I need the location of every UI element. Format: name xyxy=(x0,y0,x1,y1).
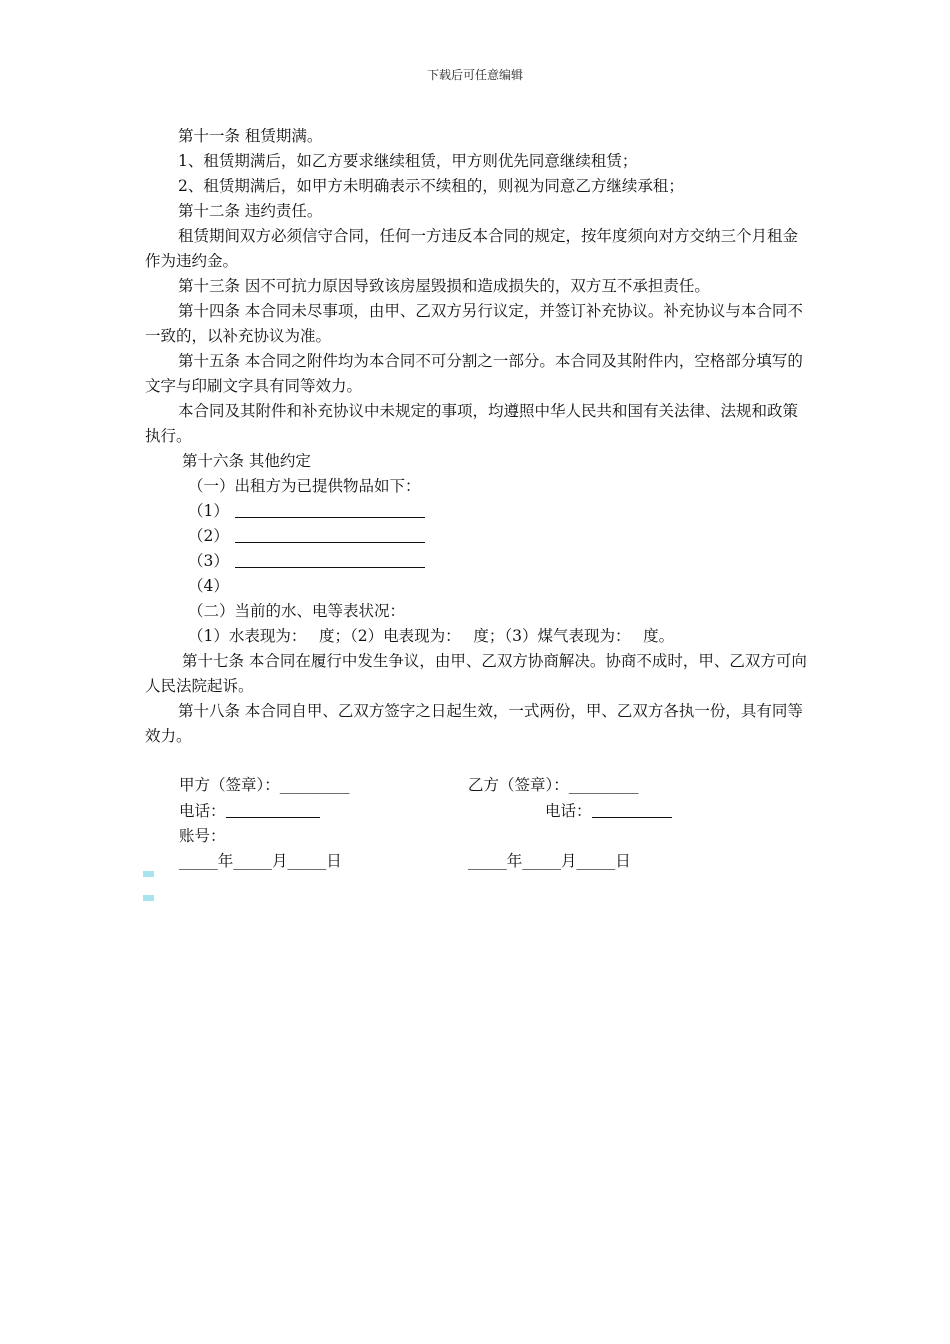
clause-15-extra: 本合同及其附件和补充协议中未规定的事项，均遵照中华人民共和国有关法律、法规和政策执行。 xyxy=(145,402,799,445)
clause-11-item-1: 1、租赁期满后，如乙方要求继续租赁，甲方则优先同意继续租赁； xyxy=(178,152,638,170)
provided-item-label: （1） xyxy=(188,502,229,520)
fill-in-blank xyxy=(235,528,425,543)
clause-16-title: 第十六条 其他约定 xyxy=(182,452,311,470)
contract-body xyxy=(145,124,810,749)
fill-in-blank xyxy=(235,503,425,518)
phone-label: 电话： xyxy=(179,802,226,820)
party-a-phone xyxy=(179,799,320,821)
clause-15: 第十五条 本合同之附件均为本合同不可分割之一部分。本合同及其附件内，空格部分填写的文字与印刷文字具有同等效力。 xyxy=(145,352,803,395)
clause-12-body: 租赁期间双方必须信守合同，任何一方违反本合同的规定，按年度须向对方交纳三个月租金作为违约金。 xyxy=(145,227,799,270)
provided-item-3 xyxy=(145,549,810,574)
provided-item-label: （4） xyxy=(188,577,229,595)
clause-13: 第十三条 因不可抗力原因导致该房屋毁损和造成损失的，双方互不承担责任。 xyxy=(178,277,710,295)
clause-16-sub-2: （二）当前的水、电等表状况： xyxy=(188,602,406,620)
party-b-date: _____年_____月_____日 xyxy=(468,852,631,870)
provided-item-label: （2） xyxy=(188,527,229,545)
text-cursor-marker xyxy=(143,895,154,901)
party-b-phone xyxy=(545,799,672,821)
fill-in-blank xyxy=(235,553,425,568)
clause-11-item-2: 2、租赁期满后，如甲方未明确表示不续租的，则视为同意乙方继续承租； xyxy=(178,177,684,195)
clause-17: 第十七条 本合同在履行中发生争议，由甲、乙双方协商解决。协商不成时，甲、乙双方可向人民法院起诉。 xyxy=(145,652,807,695)
fill-in-blank xyxy=(226,803,320,818)
party-a-date: _____年_____月_____日 xyxy=(179,852,342,870)
clause-14: 第十四条 本合同未尽事项，由甲、乙双方另行议定，并签订补充协议。补充协议与本合同不一致的，以补充协议为准。 xyxy=(145,302,803,345)
text-cursor-marker xyxy=(143,871,154,877)
provided-item-1 xyxy=(145,499,810,524)
party-a-signature: 甲方（签章）：_________ xyxy=(179,776,350,794)
provided-item-4 xyxy=(145,574,810,599)
clause-18: 第十八条 本合同自甲、乙双方签字之日起生效，一式两份，甲、乙双方各执一份，具有同等效力。 xyxy=(145,702,803,745)
provided-item-2 xyxy=(145,524,810,549)
party-b-signature: 乙方（签章）：_________ xyxy=(468,776,639,794)
meter-readings: （1）水表现为： 度；（2）电表现为： 度；（3）煤气表现为： 度。 xyxy=(188,627,675,645)
provided-item-label: （3） xyxy=(188,552,229,570)
clause-12-title: 第十二条 违约责任。 xyxy=(178,202,323,220)
phone-label: 电话： xyxy=(545,802,592,820)
clause-11-title: 第十一条 租赁期满。 xyxy=(178,127,323,145)
fill-in-blank xyxy=(592,803,672,818)
page-header: 下载后可任意编辑 xyxy=(426,68,523,82)
account-label: 账号： xyxy=(179,827,226,845)
clause-16-sub-1: （一）出租方为已提供物品如下： xyxy=(188,477,421,495)
